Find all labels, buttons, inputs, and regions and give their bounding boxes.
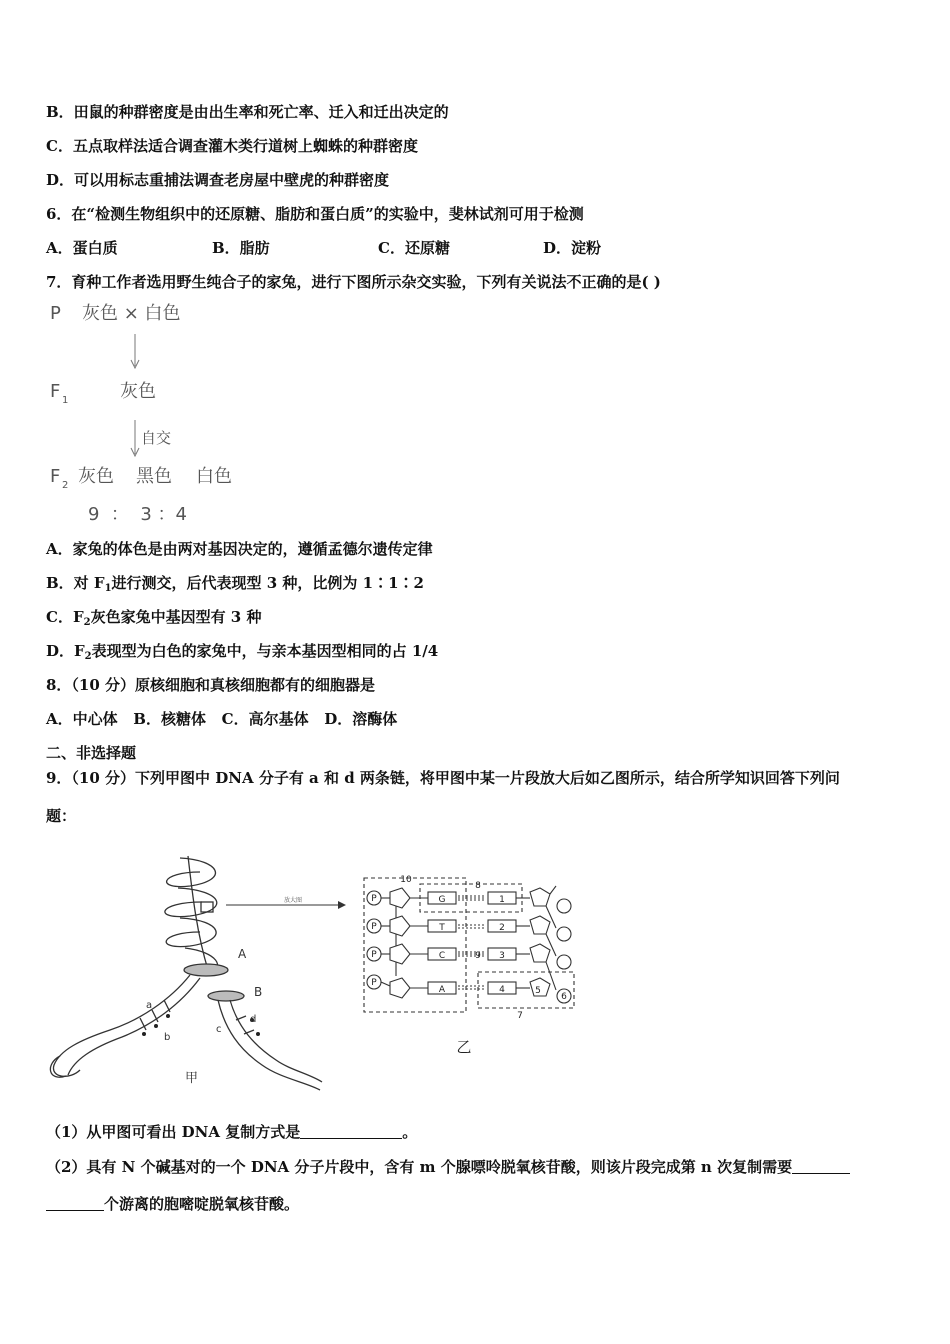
p-label: P: [50, 303, 61, 324]
label-7: 7: [517, 1011, 523, 1021]
enlarge-arrow-head: [338, 901, 346, 909]
left-arm-outer: [53, 975, 190, 1076]
q7-c-pre: C．F: [46, 608, 84, 626]
q7-d-sub: 2: [84, 651, 92, 662]
enzyme-B: [208, 991, 244, 1001]
q6-stem: 6．在“检测生物组织中的还原糖、脂肪和蛋白质”的实验中，斐林试剂可用于检测: [46, 205, 584, 223]
answer-blank-2b[interactable]: [46, 1195, 104, 1211]
enlarge-arrow-text: 放大图: [284, 897, 303, 904]
q7-option-d: [46, 641, 438, 667]
q8-stem: 8．（10 分）原核细胞和真核细胞都有的细胞器是: [46, 676, 376, 694]
q6-option-d: D．淀粉: [543, 239, 602, 257]
q7-stem: 7．育种工作者选用野生纯合子的家兔，进行下图所示杂交实验，下列有关说法不正确的是( ): [46, 273, 661, 291]
f2-phenotype-gray: 灰色: [78, 466, 114, 487]
label-8: 8: [475, 881, 481, 891]
caption-yi: 乙: [456, 1038, 472, 1056]
f1-subscript: 1: [62, 395, 69, 406]
label-B: B: [254, 985, 263, 999]
base-2: 2: [499, 923, 505, 933]
helix-coil-3: [166, 918, 216, 947]
q7-d-post: 表现型为白色的家兔中，与亲本基因型相同的占 1/4: [91, 642, 439, 660]
q7-c-sub: 2: [83, 617, 91, 628]
q7-b-pre: B．对 F: [46, 574, 105, 592]
q6-option-a: A．蛋白质: [46, 239, 118, 257]
f2-phenotype-black: 黑色: [136, 466, 172, 487]
f1-label: F: [50, 381, 61, 402]
phosphate-2: P: [371, 922, 377, 932]
q7-option-c: [46, 607, 261, 633]
q9-sub1-pre: （1）从甲图可看出 DNA 复制方式是: [46, 1123, 301, 1141]
figure-yi-dna-structure: [360, 872, 590, 1062]
right-arm-outer: [218, 1000, 320, 1090]
q5-option-b: B．田鼠的种群密度是由出生率和死亡率、迁入和迁出决定的: [46, 103, 449, 121]
strand-c: c: [216, 1024, 222, 1035]
enzyme-A: [184, 964, 228, 976]
base-4: 4: [499, 985, 505, 995]
base-T: T: [439, 923, 445, 933]
q9-sub2-post: 个游离的胞嘧啶脱氧核苷酸。: [104, 1195, 300, 1213]
q7-cross-diagram: [40, 296, 270, 531]
f2-phenotype-white: 白色: [196, 466, 232, 487]
q6-option-b: B．脂肪: [212, 239, 270, 257]
q9-sub1: [46, 1122, 417, 1142]
base-3: 3: [499, 951, 505, 961]
q7-c-post: 灰色家兔中基因型有 3 种: [90, 608, 262, 626]
p-cross: 灰色 × 白色: [82, 303, 181, 324]
f1-phenotype: 灰色: [120, 381, 156, 402]
left-arm-inner: [68, 978, 200, 1075]
base-G: G: [438, 895, 446, 905]
f2-subscript: 2: [62, 480, 69, 491]
q9-sub1-post: 。: [402, 1123, 418, 1141]
caption-jia: 甲: [185, 1071, 199, 1086]
figure-jia-dna-replication: [40, 850, 350, 1100]
label-9: 9: [475, 951, 481, 961]
f2-label: F: [50, 466, 61, 487]
q7-b-sub: 1: [104, 583, 112, 594]
phosphate-1: P: [371, 894, 377, 904]
left-arm-curl: [50, 1056, 66, 1077]
q7-option-b: [46, 573, 424, 599]
q9-stem-line2: 题：: [46, 807, 77, 825]
q7-option-a: A．家兔的体色是由两对基因决定的，遵循孟德尔遗传定律: [46, 540, 433, 558]
q7-d-pre: D．F: [46, 642, 85, 660]
section-heading: 二、非选择题: [46, 744, 137, 762]
q6-option-c: C．还原糖: [378, 239, 450, 257]
strand-d: d: [250, 1014, 257, 1025]
label-6: 6: [561, 992, 567, 1002]
q5-option-c: C．五点取样法适合调查灌木类行道树上蜘蛛的种群密度: [46, 137, 418, 155]
label-5: 5: [535, 986, 541, 996]
answer-blank-1[interactable]: [300, 1123, 402, 1139]
q7-b-post: 进行测交，后代表现型 3 种，比例为 1∶1∶2: [111, 574, 424, 592]
answer-blank-2a[interactable]: [792, 1158, 850, 1174]
q9-stem-line1: 9．（10 分）下列甲图中 DNA 分子有 a 和 d 两条链，将甲图中某一片段放大后如乙图所示，结合所学知识回答下列问: [46, 769, 840, 787]
base-C: C: [438, 951, 446, 961]
q8-options: A．中心体 B．核糖体 C．高尔基体 D．溶酶体: [46, 710, 398, 728]
q9-sub2-line2: [46, 1194, 299, 1214]
base-1: 1: [499, 895, 505, 905]
phosphate-3: P: [371, 950, 377, 960]
phosphate-4: P: [371, 978, 377, 988]
selfing-label: 自交: [141, 429, 172, 447]
q5-option-d: D．可以用标志重捕法调查老房屋中壁虎的种群密度: [46, 171, 390, 189]
right-arm-inner: [230, 1000, 322, 1082]
f2-ratio: 9 ： 3 ：4: [88, 504, 187, 525]
base-A: A: [438, 985, 446, 995]
q9-sub2-text: （2）具有 N 个碱基对的一个 DNA 分子片段中，含有 m 个腺嘌呤脱氧核苷酸，则该片段完成第 n 次复制需要: [46, 1158, 793, 1176]
strand-a: a: [146, 1000, 153, 1011]
strand-b: b: [164, 1032, 171, 1043]
label-A: A: [238, 947, 247, 961]
q9-sub2-line1: [46, 1157, 850, 1177]
label-10: 10: [400, 875, 412, 885]
